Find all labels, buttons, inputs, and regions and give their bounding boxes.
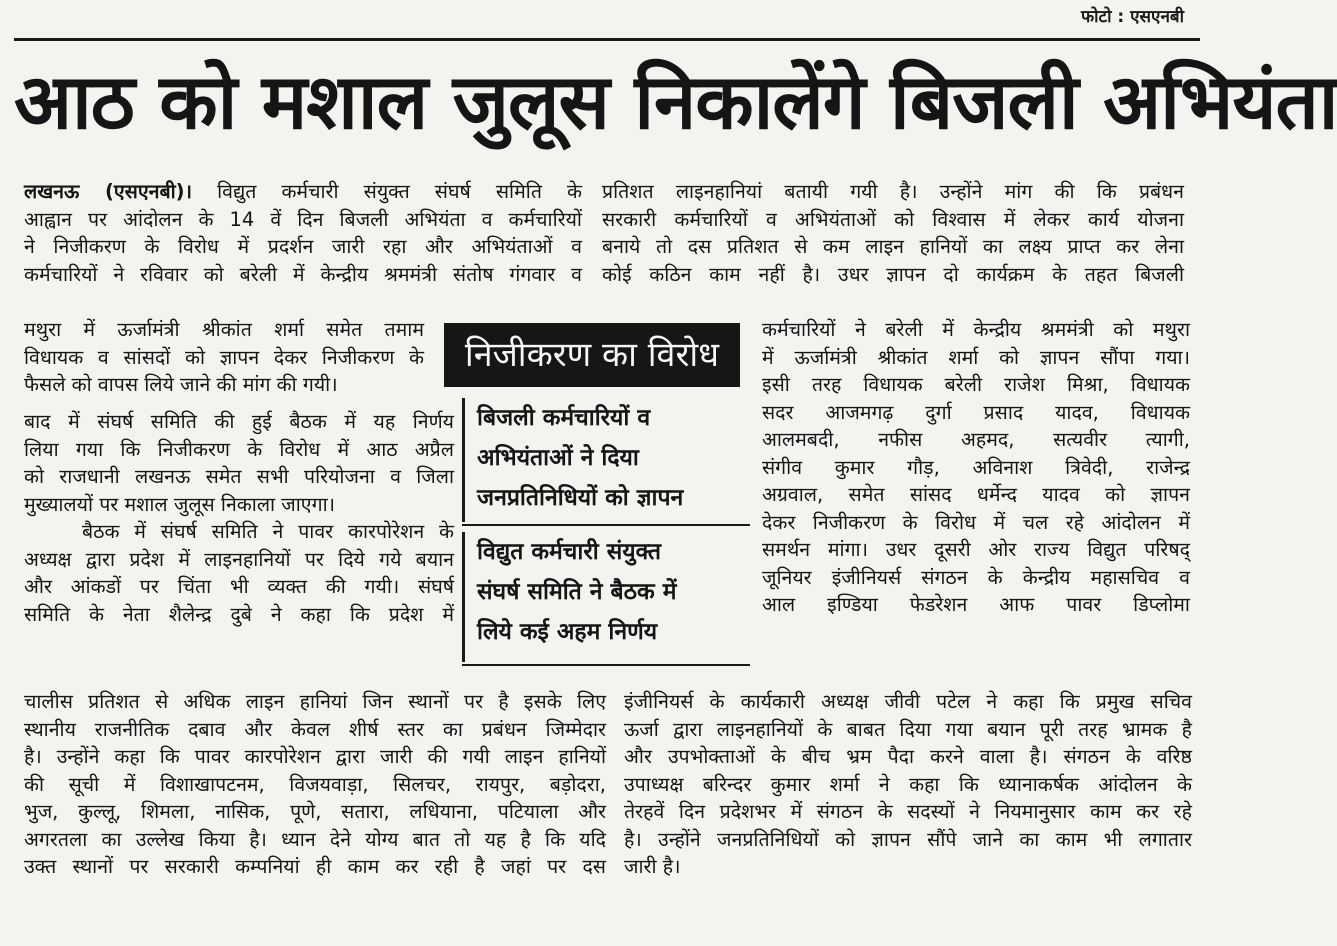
article-line [24,178,582,206]
article-line: है। उन्होंने जनप्रतिनिधियों को ज्ञापन सौंपे जाने का काम भी लगातार [624,827,1192,851]
article-line: चालीस प्रतिशत से अधिक लाइन हानियां जिन स्थानों पर है इसके लिए [24,690,606,713]
article-line: इंजीनियर्स के कार्यकारी अध्यक्ष जीवी पटेल ने कहा कि प्रमुख सचिव [624,690,1192,713]
article-line: देकर निजीकरण के विरोध में चल रहे आंदोलन में [762,510,1190,534]
sidebar-title: निजीकरण का विरोध [444,323,740,387]
article-line: विधायक व सांसदों को ज्ञापन देकर निजीकरण के [24,345,424,369]
photo-credit: फोटो : एसएनबी [1081,7,1184,27]
pull-quote-line: बिजली कर्मचारियों व [477,405,651,431]
article-line: प्रतिशत लाइनहानियां बतायी गयी है। उन्होंने मांग की कि प्रबंधन [602,180,1184,203]
article-line: अगरतला का उल्लेख किया है। ध्यान देने योग्य बात तो यह है कि यदि [24,827,606,851]
article-line: कर्मचारियों ने रविवार को बरेली में केन्द्रीय श्रममंत्री संतोष गंगवार व [24,262,582,286]
article-line: कर्मचारियों ने बरेली में केन्द्रीय श्रममंत्री को मथुरा [762,318,1190,341]
article-left-c [24,408,454,628]
article-line: लिया गया कि निजीकरण के विरोध में आठ अप्रैल [24,437,454,461]
article-left-d [24,688,606,881]
article-right-a [602,178,1184,288]
dateline: लखनऊ (एसएनबी)। [24,180,192,203]
article-line: बैठक में संघर्ष समिति ने पावर कारपोरेशन के [82,520,454,543]
pull-quote-divider [462,664,750,666]
article-line: और उपभोक्ताओं के बीच भ्रम पैदा करने वाला है। संगठन के वरिष्ठ [624,745,1192,768]
article-line: कोई कठिन काम नहीं है। उधर ज्ञापन दो कार्यक्रम के तहत बिजली [602,262,1184,286]
article-line: समर्थन मांगा। उधर दूसरी ओर राज्य विद्युत परिषद् [762,538,1190,561]
article-line: बाद में संघर्ष समिति की हुई बैठक में यह निर्णय [24,410,454,433]
article-line: जारी है। [624,855,681,878]
article-line-text: विद्युत कर्मचारी संयुक्त संघर्ष समिति के [191,180,583,203]
article-line: सदर आजमगढ़ दुर्गा प्रसाद यादव, विधायक [762,400,1190,424]
pull-quote-line: विद्युत कर्मचारी संयुक्त [477,539,662,565]
article-line: संगीव कुमार गौड़, अविनाश त्रिवेदी, राजेन्द्र [762,455,1190,479]
article-line: फैसले को वापस लिये जाने की मांग की गयी। [24,373,338,396]
article-line: और आंकडों पर चिंता भी व्यक्त की गयी। संघर्ष [24,575,454,598]
top-rule [14,38,1200,41]
article-right-b [762,316,1190,619]
article-line: मथुरा में ऊर्जामंत्री श्रीकांत शर्मा समेत तमाम [24,318,424,341]
article-line: सरकारी कर्मचारियों व अभियंताओं को विश्वास में लेकर कार्य योजना [602,207,1184,231]
article-line: आह्वान पर आंदोलन के 14 वें दिन बिजली अभियंता व कर्मचारियों [24,207,582,231]
article-left-b [24,316,424,399]
pull-quote-line: लिये कई अहम निर्णय [477,619,658,645]
article-line: ने निजीकरण के विरोध में प्रदर्शन जारी रहा और अभियंताओं व [24,235,582,258]
article-line: है। उन्होंने कहा कि पावर कारपोरेशन द्वारा जारी की गयी लाइन हानियों [24,745,606,768]
pull-quote-divider [462,524,750,526]
article-line: स्थानीय राजनीतिक दबाव और केवल शीर्ष स्तर का प्रबंधन जिम्मेदार [24,717,606,741]
article-line: में ऊर्जामंत्री श्रीकांत शर्मा को ज्ञापन सौंपा गया। [762,345,1190,369]
article-line: भुज, कुल्लू, शिमला, नासिक, पूणे, सतारा, लधियाना, पटियाला और [24,800,606,823]
article-line: इसी तरह विधायक बरेली राजेश मिश्रा, विधायक [762,373,1190,396]
article-line: आलमबदी, नफीस अहमद, सत्यवीर त्यागी, [762,428,1190,451]
article-line: उक्त स्थानों पर सरकारी कम्पनियां ही काम कर रही है जहां पर दस [24,855,606,878]
article-line: अध्यक्ष द्वारा प्रदेश में लाइनहानियों पर दिये गये बयान [24,547,454,571]
article-line: ऊर्जा द्वारा लाइनहानियों के बाबत दिया गया बयान पूरी तरह भ्रामक है [624,717,1192,741]
pull-quote-line: अभियंताओं ने दिया [477,445,639,471]
article-line: मुख्यालयों पर मशाल जुलूस निकाला जाएगा। [24,492,336,516]
article-line: आल इण्डिया फेडरेशन आफ पावर डिप्लोमा [762,593,1190,616]
article-line: की सूची में विशाखापटनम, विजयवाड़ा, सिलचर, रायपुर, बड़ोदरा, [24,772,606,796]
headline: आठ को मशाल जुलूस निकालेंगे बिजली अभियंता [14,57,1337,146]
article-line: अग्रवाल, समेत सांसद धर्मेन्द यादव को ज्ञापन [762,483,1190,506]
article-left-a [24,178,582,288]
article-line: समिति के नेता शैलेन्द्र दुबे ने कहा कि प्रदेश में [24,602,454,626]
article-line: जूनियर इंजीनियर्स संगठन के केन्द्रीय महासचिव व [762,565,1190,589]
article-line: तेरहवें दिन प्रदेशभर में संगठन के सदस्यों ने नियमानुसार काम कर रहे [624,800,1192,823]
article-line: उपाध्यक्ष बरिन्दर कुमार शर्मा ने कहा कि ध्यानाकर्षक आंदोलन के [624,772,1192,796]
pull-quote-line: संघर्ष समिति ने बैठक में [477,579,677,605]
pull-quote-1 [462,398,744,522]
pull-quote-2 [462,532,744,662]
article-line: बनाये तो दस प्रतिशत से कम लाइन हानियों का लक्ष्य प्राप्त कर लेना [602,235,1184,258]
article-line: को राजधानी लखनऊ समेत सभी परियोजना व जिला [24,465,454,488]
pull-quote-line: जनप्रतिनिधियों को ज्ञापन [477,485,684,511]
article-right-c [624,688,1192,881]
